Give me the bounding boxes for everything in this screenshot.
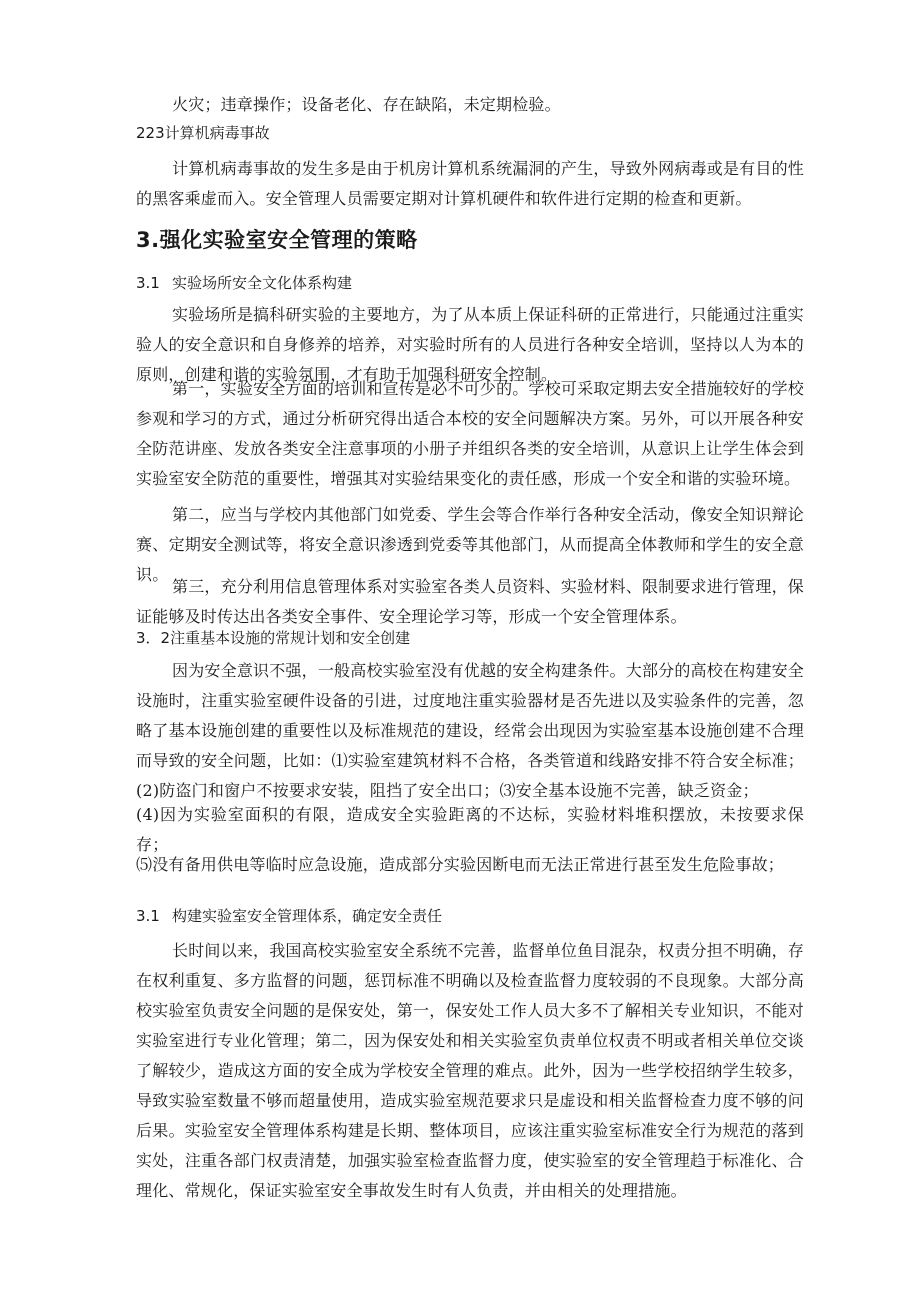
subheading-3-1	[136, 271, 804, 295]
subheading-2-2-3: 223计算机病毒事故	[136, 124, 270, 142]
paragraph-fire-causes: 火灾；违章操作；设备老化、存在缺陷，未定期检验。	[172, 95, 561, 114]
paragraph-virus-accident: 计算机病毒事故的发生多是由于机房计算机系统漏洞的产生，导致外网病毒或是有目的性的黑客乘虚而入。安全管理人员需要定期对计算机硬件和软件进行定期的检查和更新。	[136, 159, 804, 208]
subheading-text: 实验场所安全文化体系构建	[172, 274, 353, 292]
subheading-number: 3.1	[136, 274, 160, 292]
subheading-3-2: 3．2注重基本设施的常规计划和安全创建	[136, 629, 411, 647]
paragraph-3-2-item-5: ⑸没有备用供电等临时应急设施，造成部分实验因断电而无法正常进行甚至发生危险事故；	[136, 855, 785, 874]
paragraph-3-2-item-4: (4)因为实验室面积的有限，造成安全实验距离的不达标，实验材料堆积摆放，未按要求保存；	[136, 805, 804, 854]
paragraph-3-1-second: 第二，应当与学校内其他部门如党委、学生会等合作举行各种安全活动，像安全知识辩论赛、定期安全测试等，将安全意识渗透到党委等其他部门，从而提高全体教师和学生的安全意识。	[136, 505, 804, 584]
subheading-number: 3.1	[136, 907, 160, 925]
subheading-3-3	[136, 904, 804, 928]
paragraph-3-1-third: 第三，充分利用信息管理体系对实验室各类人员资料、实验材料、限制要求进行管理，保证能够及时传达出各类安全事件、安全理论学习等，形成一个安全管理体系。	[136, 577, 804, 626]
section-heading-3: 3.强化实验室安全管理的策略	[136, 228, 418, 252]
paragraph-3-1-first: 第一，实验安全方面的培训和宣传是必不可少的。学校可采取定期去安全措施较好的学校参观和学习的方式，通过分析研究得出适合本校的安全问题解决方案。另外，可以开展各种安全防范讲座、发放各类安全注意事项的小册子并组织各类的安全培训，从意识上让学生体会到实验室安全防范的重要性，增强其对实验结果变化的责任感，形成一个安全和谐的实验环境。	[136, 379, 804, 488]
paragraph-3-3-body: 长时间以来，我国高校实验室安全系统不完善，监督单位鱼目混杂，权责分担不明确，存在权利重复、多方监督的问题，惩罚标准不明确以及检查监督力度较弱的不良现象。大部分高校实验室负责安全问题的是保安处，第一，保安处工作人员大多不了解相关专业知识，不能对实验室进行专业化管理；第二，因为保安处和相关实验室负责单位权责不明或者相关单位交谈了解较少，造成这方面的安全成为学校安全管理的难点。此外，因为一些学校招纳学生较多，导致实验室数量不够而超量使用，造成实验室规范要求只是虚设和相关监督检查力度不够的问后果。实验室安全管理体系构建是长期、整体项目，应该注重实验室标准安全行为规范的落到实处，注重各部门权责清楚，加强实验室检查监督力度，使实验室的安全管理趋于标准化、合理化、常规化，保证实验室安全事故发生时有人负责，并由相关的处理措施。	[136, 941, 804, 1200]
paragraph-3-2-intro: 因为安全意识不强，一般高校实验室没有优越的安全构建条件。大部分的高校在构建安全设施时，注重实验室硬件设备的引进，过度地注重实验器材是否先进以及实验条件的完善，忽略了基本设施创建的重要性以及标准规范的建设，经常会出现因为实验室基本设施创建不合理而导致的安全问题，比如：⑴实验室建筑材料不合格，各类管道和线路安排不符合安全标准；(2)防盗门和窗户不按要求安装，阻挡了安全出口；⑶安全基本设施不完善，缺乏资金；	[136, 661, 804, 800]
subheading-text: 构建实验室安全管理体系，确定安全责任	[172, 907, 443, 925]
paragraph-3-1-intro: 实验场所是搞科研实验的主要地方，为了从本质上保证科研的正常进行，只能通过注重实验人的安全意识和自身修养的培养，对实验时所有的人员进行各种安全培训，坚持以人为本的原则，创建和谐的实验氛围，才有助于加强科研安全控制。	[136, 305, 804, 384]
